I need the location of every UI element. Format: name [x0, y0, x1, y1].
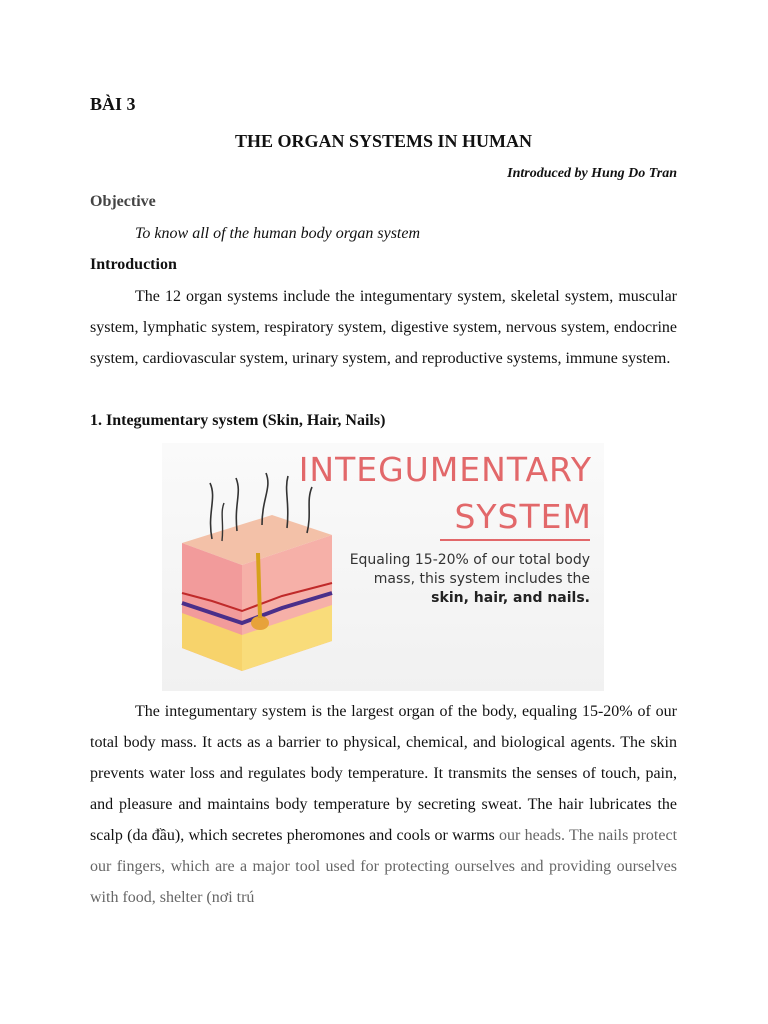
introduction-heading: Introduction [90, 256, 177, 273]
section-heading-integumentary: 1. Integumentary system (Skin, Hair, Nails) [90, 412, 386, 429]
paragraph-text: The integumentary system is the largest organ of the body, equaling 15-20% of our total body mass. It acts as a barrier to physical, chemical, and biological agents. The skin prevents water loss and regulates body temperature. It transmits the senses of touch, pain, and pleasure and maintains body temperature by secreting sweat. The hair lubricates the scalp (da đầu), which secretes pheromones and cools or warms [90, 703, 677, 844]
integumentary-figure [162, 443, 604, 691]
lesson-number: BÀI 3 [90, 94, 136, 114]
paragraph-text-faded: our heads. The nails protect our fingers, which are a major tool used for protecting ourselves and providing ourselves with food, shelter (nơi trú [90, 827, 678, 906]
introduction-paragraph: The 12 organ systems include the integumentary system, skeletal system, muscular system, lymphatic system, respiratory system, digestive system, nervous system, endocrine system, cardiovascular system, urinary system, and reproductive systems, immune system. [90, 288, 677, 367]
figure-caption-text: Equaling 15-20% of our total body mass, this system includes the [349, 552, 590, 587]
figure-heading-line2: SYSTEM [454, 497, 592, 536]
objective-heading: Objective [90, 193, 156, 210]
objective-text: To know all of the human body organ system [135, 225, 421, 242]
author-line: Introduced by Hung Do Tran [507, 166, 677, 181]
figure-caption [340, 551, 590, 608]
figure-caption-bold: skin, hair, and nails. [431, 590, 590, 606]
figure-divider [440, 539, 590, 541]
figure-heading-line1: INTEGUMENTARY [298, 450, 592, 489]
integumentary-paragraph [90, 696, 677, 913]
page-title: THE ORGAN SYSTEMS IN HUMAN [234, 131, 533, 151]
